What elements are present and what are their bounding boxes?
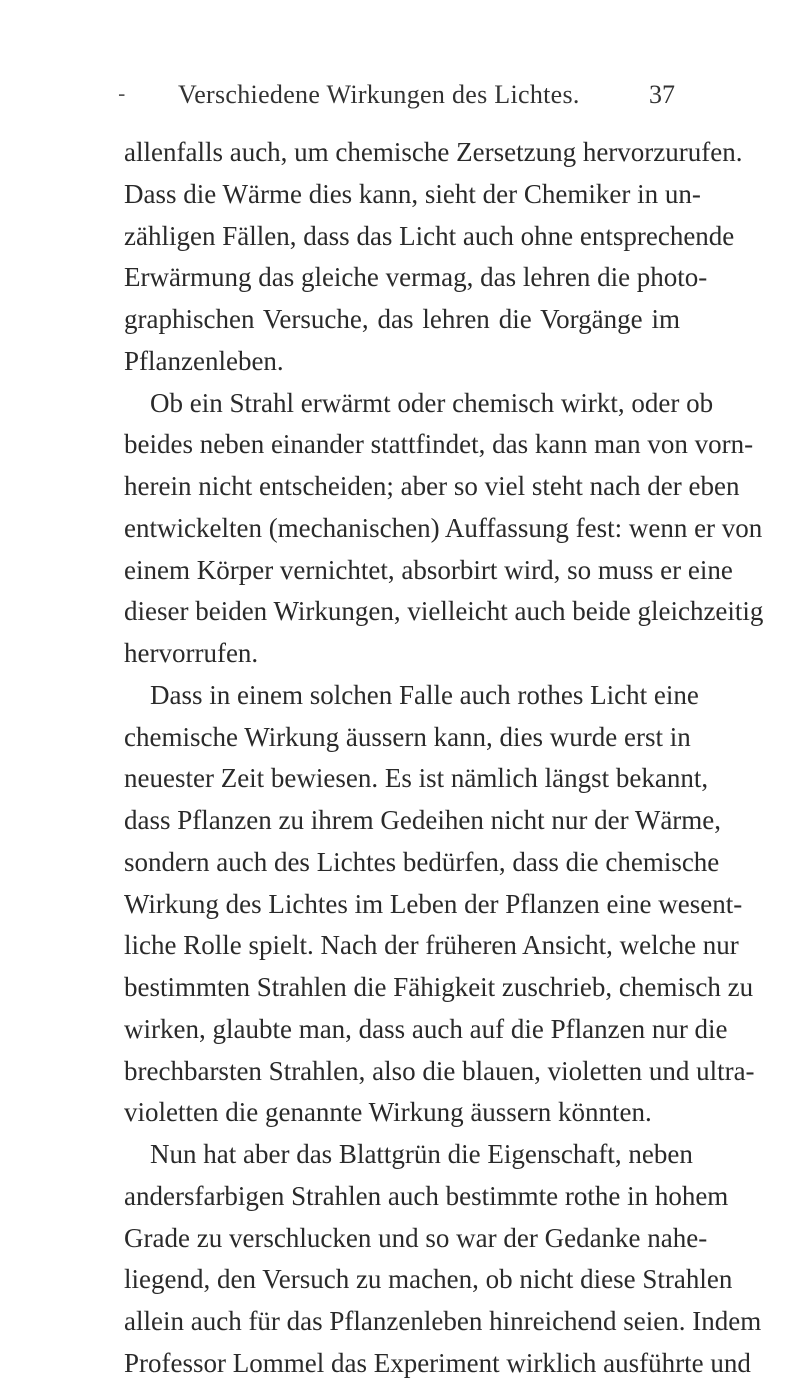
body-text — [124, 132, 764, 1385]
text-line: andersfarbigen Strahlen auch bestimmte rothe in hohem — [124, 1180, 729, 1211]
text-line: Grade zu verschlucken und so war der Gedanke nahe- — [124, 1222, 708, 1253]
text-line: wirken, glaubte man, dass auch auf die Pflanzen nur die — [124, 1013, 728, 1044]
text-line: Professor Lommel das Experiment wirklich ausführte und — [124, 1347, 751, 1378]
text-line: einem Körper vernichtet, absorbirt wird, so muss er eine — [124, 554, 733, 585]
text-line: beides neben einander stattfindet, das kann man von vorn- — [124, 429, 754, 460]
text-line: Wirkung des Lichtes im Leben der Pflanzen eine wesent- — [124, 888, 743, 919]
page-number: 37 — [649, 80, 675, 109]
text-line: liche Rolle spielt. Nach der früheren Ansicht, welche nur — [124, 930, 739, 961]
running-header — [0, 80, 801, 114]
text-line: Ob ein Strahl erwärmt oder chemisch wirkt, oder ob — [150, 387, 714, 418]
text-line: chemische Wirkung äussern kann, dies wurde erst in — [124, 721, 691, 752]
text-line: Dass die Wärme dies kann, sieht der Chemiker in un- — [124, 178, 701, 209]
text-line: allenfalls auch, um chemische Zersetzung hervorzurufen. — [124, 137, 743, 167]
header-dash: - — [118, 82, 126, 107]
text-line: zähligen Fällen, dass das Licht auch ohne entsprechende — [124, 220, 735, 251]
text-line: dass Pflanzen zu ihrem Gedeihen nicht nur der Wärme, — [124, 805, 722, 835]
text-line: Pflanzenleben. — [124, 345, 284, 376]
text-line: dieser beiden Wirkungen, vielleicht auch beide gleichzeitig — [124, 596, 764, 627]
text-line: brechbarsten Strahlen, also die blauen, violetten und ultra- — [124, 1055, 755, 1086]
text-line: bestimmten Strahlen die Fähigkeit zuschrieb, chemisch zu — [124, 972, 754, 1002]
text-line: sondern auch des Lichtes bedürfen, dass die chemische — [124, 846, 720, 877]
text-line: violetten die genannte Wirkung äussern könnten. — [124, 1097, 652, 1128]
text-line: graphischen Versuche, das lehren die Vorgänge im — [124, 304, 680, 334]
text-line: Erwärmung das gleiche vermag, das lehren die photo- — [124, 262, 708, 293]
text-line: entwickelten (mechanischen) Auffassung fest: wenn er von — [124, 512, 763, 543]
text-line: Nun hat aber das Blattgrün die Eigenschaft, neben — [150, 1139, 693, 1169]
text-line: liegend, den Versuch zu machen, ob nicht diese Strahlen — [124, 1264, 733, 1295]
running-title: Verschiedene Wirkungen des Lichtes. — [178, 80, 580, 109]
text-line: Dass in einem solchen Falle auch rothes Licht eine — [150, 679, 699, 710]
text-line: hervorrufen. — [124, 638, 259, 668]
text-line: neuester Zeit bewiesen. Es ist nämlich längst bekannt, — [124, 763, 709, 794]
text-line: herein nicht entscheiden; aber so viel steht nach der eben — [124, 471, 740, 501]
text-line: allein auch für das Pflanzenleben hinreichend seien. Indem — [124, 1306, 762, 1336]
